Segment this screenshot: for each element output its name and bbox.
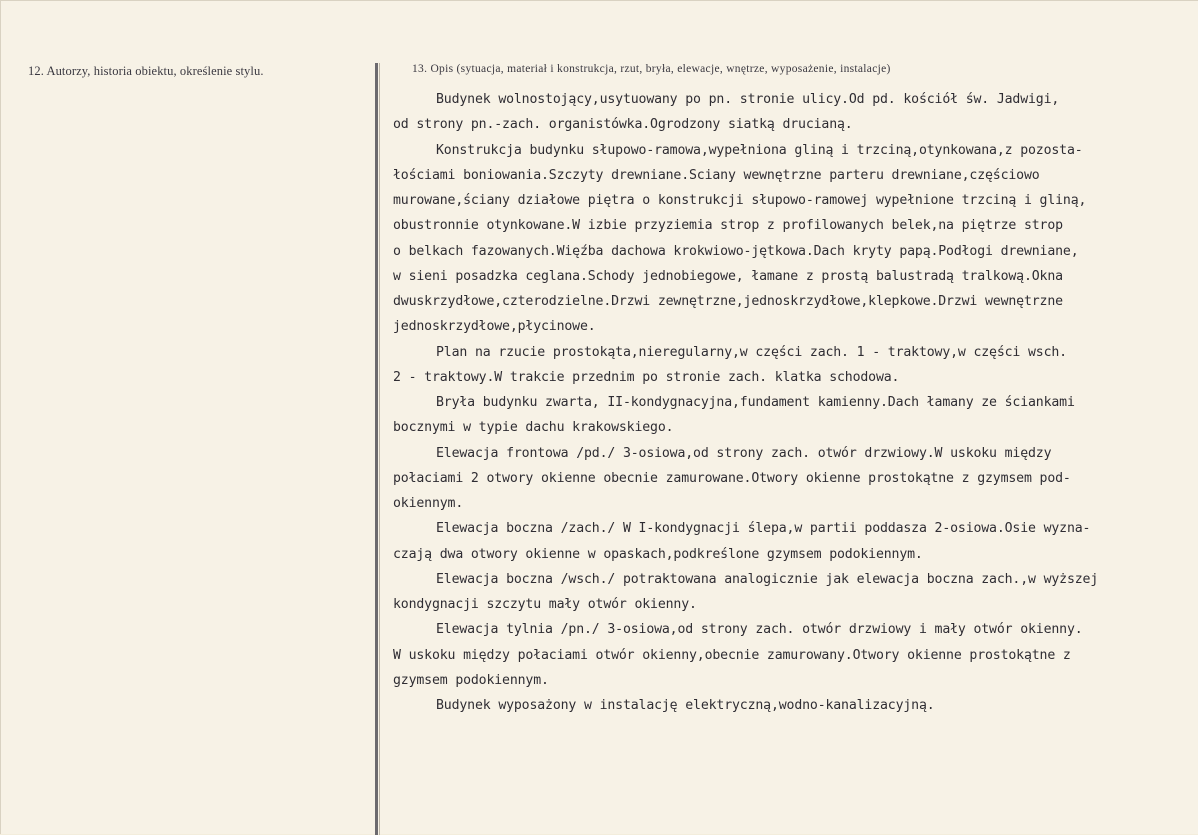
paragraph-east-elevation: Elewacja boczna /wsch./ potraktowana analogicznie jak elewacja boczna zach.,w wyższej kondygnacji szczytu mały otwór okienny. — [393, 571, 1099, 612]
paragraph-massing: Bryła budynku zwarta, II-kondygnacyjna,fundament kamienny.Dach łamany ze ściankami bocznymi w typie dachu krakowskiego. — [393, 395, 1075, 436]
section-13-heading: 13. Opis (sytuacja, materiał i konstrukcja, rzut, bryła, elewacje, wnętrze, wyposażenie, instalacje) — [412, 63, 891, 75]
column-divider — [375, 63, 378, 835]
paragraph-construction: Konstrukcja budynku słupowo-ramowa,wypełniona gliną i trzciną,otynkowana,z pozosta- łościami boniowania.Szczyty drewniane.Sciany wewnętrzne parteru drewniane,częściowo murowane,ściany działowe piętra o konstrukcji słupowo-ramowej wypełnione trzciną i gliną, obustronnie otynkowane.W izbie przyziemia strop z profilowanych belek,na piętrze strop o belkach fazowanych.Więźba dachowa krokwiowo-jętkowa.Dach kryty papą.Podłogi drewniane, w sieni posadzka ceglana.Schody jednobiegowe, łamane z prostą balustradą tralkową.Okna dwuskrzydłowe,czterodzielne.Drzwi zewnętrzne,jednoskrzydłowe,klepkowe.Drzwi wewnętrzne jednoskrzydłowe,płycinowe. — [393, 142, 1087, 335]
paragraph-location: Budynek wolnostojący,usytuowany po pn. stronie ulicy.Od pd. kościół św. Jadwigi, od strony pn.-zach. organistówka.Ogrodzony siatką drucianą. — [393, 92, 1060, 133]
paragraph-rear-elevation: Elewacja tylnia /pn./ 3-osiowa,od strony zach. otwór drzwiowy i mały otwór okienny. W uskoku między połaciami otwór okienny,obecnie zamurowany.Otwory okienne prostokątne z gzymsem podokiennym. — [393, 622, 1083, 688]
description-body — [393, 87, 1173, 718]
paragraph-installations: Budynek wyposażony w instalację elektryczną,wodno-kanalizacyjną. — [436, 698, 935, 713]
paragraph-west-elevation: Elewacja boczna /zach./ W I-kondygnacji ślepa,w partii poddasza 2-osiowa.Osie wyzna- czają dwa otwory okienne w opaskach,podkreślone gzymsem podokiennym. — [393, 521, 1091, 562]
section-12-heading: 12. Autorzy, historia obiektu, określenie stylu. — [28, 64, 264, 78]
paragraph-plan: Plan na rzucie prostokąta,nieregularny,w części zach. 1 - traktowy,w części wsch. 2 - traktowy.W trakcie przednim po stronie zach. klatka schodowa. — [393, 344, 1067, 385]
column-divider-shadow — [379, 63, 380, 835]
paragraph-front-elevation: Elewacja frontowa /pd./ 3-osiowa,od strony zach. otwór drzwiowy.W uskoku między połaciami 2 otwory okienne obecnie zamurowane.Otwory okienne prostokątne z gzymsem pod- okiennym. — [393, 445, 1071, 511]
